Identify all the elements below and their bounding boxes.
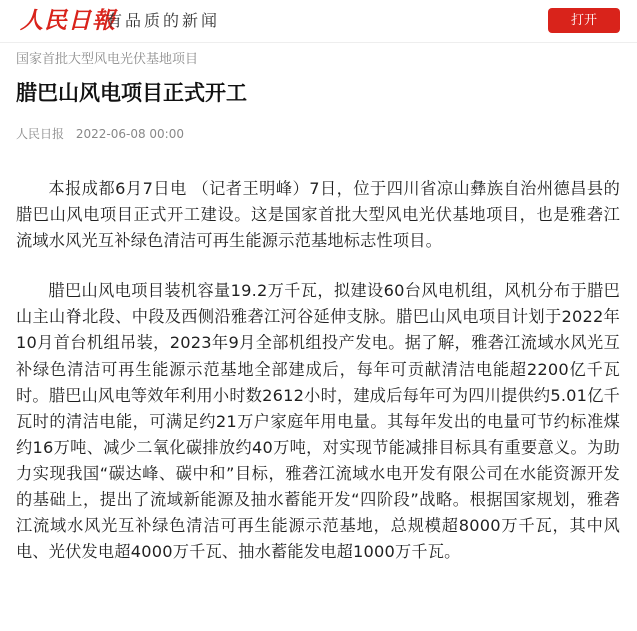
- top-bar: [0, 0, 637, 42]
- header-divider: [0, 42, 637, 43]
- brand-slogan: 有品质的新闻: [106, 11, 221, 30]
- article-paragraph: 本报成都6月7日电 （记者王明峰）7日，位于四川省凉山彝族自治州德昌县的腊巴山风电项目正式开工建设。这是国家首批大型风电光伏基地项目，也是雅砻江流域水风光互补绿色清洁可再生能源示范基地标志性项目。: [16, 179, 620, 251]
- open-app-button[interactable]: 打开: [548, 8, 620, 33]
- article-date: 2022-06-08 00:00: [75, 127, 184, 141]
- article-body: [16, 176, 620, 589]
- article-paragraph: 腊巴山风电项目装机容量19.2万千瓦，拟建设60台风电机组，风机分布于腊巴山主山脊北段、中段及西侧沿雅砻江河谷延伸支脉。腊巴山风电项目计划于2022年10月首台机组吊装，2023年9月全部机组投产发电。据了解，雅砻江流域水风光互补绿色清洁可再生能源示范基地全部建成后，每年可贡献清洁电能超2200亿千瓦时。腊巴山风电等效年利用小时数2612小时，建成后每年可为四川提供约5.01亿千瓦时的清洁电能，可满足约21万户家庭年用电量。其每年发出的电量可节约标准煤约16万吨、减少二氧化碳排放约40万吨，对实现节能减排目标具有重要意义。为助力实现我国“碳达峰、碳中和”目标，雅砻江流域水电开发有限公司在水能资源开发的基础上，提出了流域新能源及抽水蓄能开发“四阶段”战略。根据国家规划，雅砻江流域水风光互补绿色清洁可再生能源示范基地，总规模超8000万千瓦，其中风电、光伏发电超4000万千瓦、抽水蓄能发电超1000万千瓦。: [16, 281, 620, 562]
- article-meta: [16, 126, 184, 142]
- article-title: 腊巴山风电项目正式开工: [16, 81, 247, 105]
- article-source: 人民日报: [16, 127, 65, 141]
- article-category: 国家首批大型风电光伏基地项目: [16, 52, 199, 67]
- brand-logo[interactable]: 人民日報: [20, 7, 116, 34]
